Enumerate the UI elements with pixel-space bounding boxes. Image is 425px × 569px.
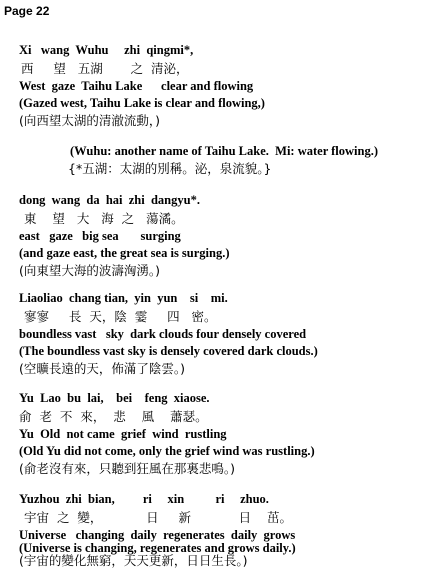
pinyin-line: Yu Lao bu lai, bei feng xiaose. <box>19 391 210 405</box>
hanzi-line: 東 望 大 海 之 蕩潏。 <box>24 211 184 226</box>
chinese-line: (宇宙的變化無窮，天天更新，日日生長。) <box>19 553 248 568</box>
chinese-line: (向東望大海的波濤洶湧。) <box>19 263 161 278</box>
pinyin-line: Xi wang Wuhu zhi qingmi*, <box>19 43 194 57</box>
chinese-line: (俞老沒有來，只聽到狂風在那裏悲鳴。) <box>19 461 236 476</box>
pinyin-line: Yuzhou zhi bian, ri xin ri zhuo. <box>19 492 269 506</box>
pinyin-line: dong wang da hai zhi dangyu*. <box>19 193 200 207</box>
chinese-line: (向西望太湖的清澈流動，) <box>19 113 161 128</box>
gloss-line: boundless vast sky dark clouds four densely covered <box>19 327 307 341</box>
note-english: (Wuhu: another name of Taihu Lake. Mi: water flowing.) <box>70 144 379 158</box>
hanzi-line: 寥寥 長 天，陰 霎 四 密。 <box>24 309 217 324</box>
gloss-line: Universe changing daily regenerates daily grows <box>19 528 296 542</box>
note-chinese: {*五湖：太湖的別稱。泌，泉流貌。} <box>68 161 272 176</box>
chinese-line: (空曠長遠的天，佈滿了陰雲。) <box>19 361 186 376</box>
hanzi-line: 宇宙 之 變， 日 新 日 茁。 <box>24 510 293 525</box>
hanzi-line: 俞 老 不 來， 悲 風 蕭瑟。 <box>19 409 208 424</box>
english-line: (The boundless vast sky is densely covered dark clouds.) <box>19 344 318 358</box>
gloss-line: east gaze big sea surging <box>19 229 181 243</box>
pinyin-line: Liaoliao chang tian, yin yun si mi. <box>19 291 228 305</box>
english-line: (Gazed west, Taihu Lake is clear and flowing,) <box>19 96 265 110</box>
page-title: Page 22 <box>4 4 50 18</box>
hanzi-line: 西 望 五湖 之 清泌， <box>21 61 189 76</box>
english-line: (Old Yu did not come, only the grief wind was rustling.) <box>19 444 315 458</box>
english-line: (Universe is changing, regenerates and grows daily.) <box>19 541 296 555</box>
english-line: (and gaze east, the great sea is surging.) <box>19 246 230 260</box>
gloss-line: West gaze Taihu Lake clear and flowing <box>19 79 254 93</box>
gloss-line: Yu Old not came grief wind rustling <box>19 427 227 441</box>
